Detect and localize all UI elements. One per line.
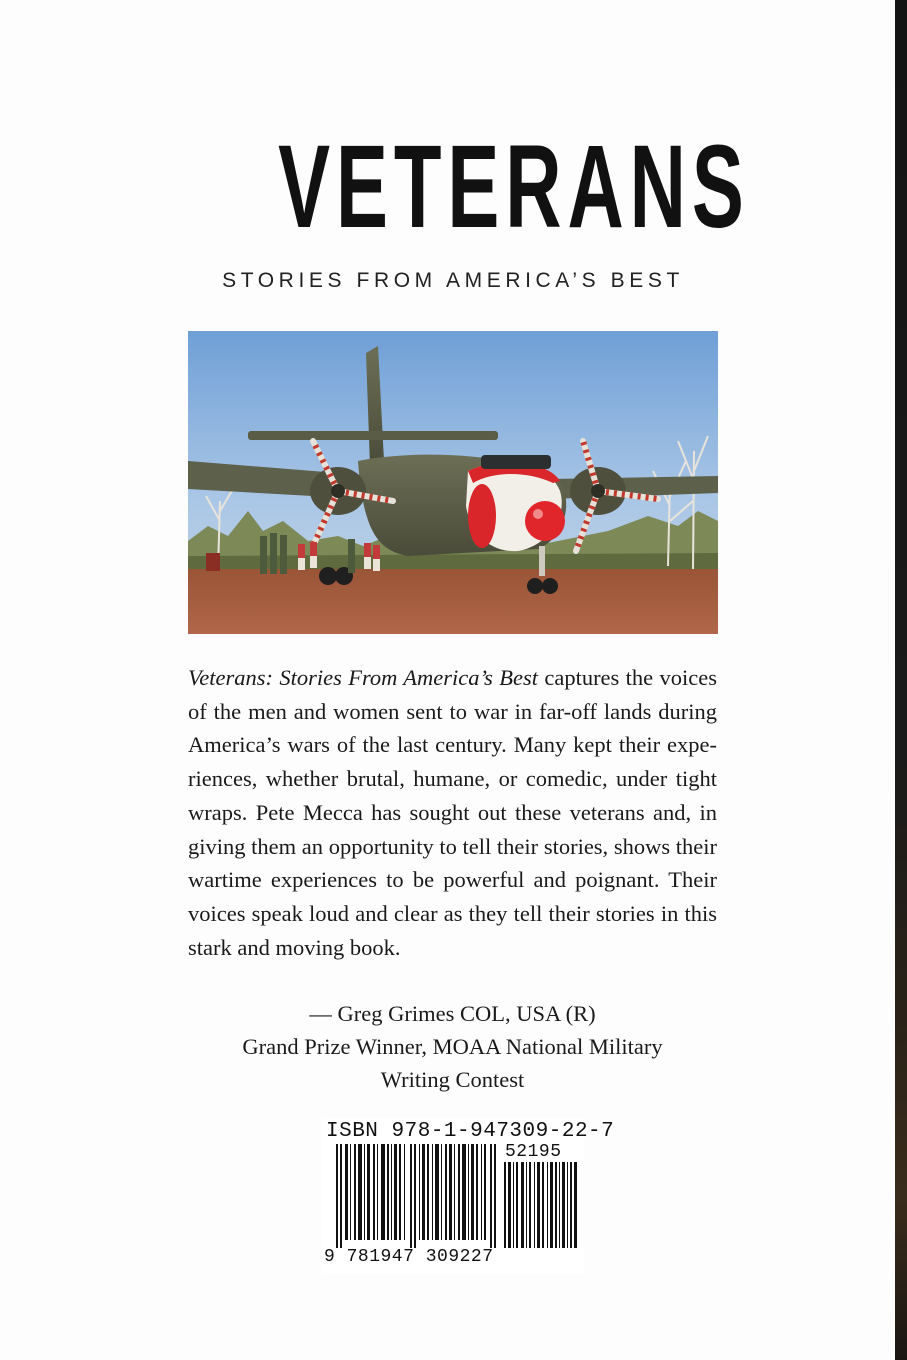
endorsement-attribution: [188, 997, 717, 1096]
isbn-label: ISBN 978-1-947309-22-7: [326, 1120, 615, 1143]
book-title: VETERANS: [278, 121, 750, 253]
endorser-name: — Greg Grimes COL, USA (R): [309, 1001, 596, 1026]
isbn-barcode: [322, 1118, 615, 1274]
cover-photo: [188, 331, 718, 634]
price-addon-bars: [504, 1162, 580, 1248]
ean-barcode-bars: [336, 1144, 496, 1248]
book-description-text: captures the voices of the men and women sent to war in far-off lands during America’s wars of the last century. Many kept their expe-riences, whether brutal, humane, or comedic, under tight wraps. Pete Mecca has sought out these veterans and, in giving them an opportunity to tell their stories, shows their wartime experiences to be powerful and poignant. Their voices speak loud and clear as they tell their stories in this stark and moving book.: [188, 665, 717, 960]
endorser-award-continued: Writing Contest: [380, 1067, 525, 1092]
spine-edge: [895, 0, 907, 1360]
book-title-reference: Veterans: Stories From America’s Best: [188, 665, 538, 690]
book-description: [188, 661, 717, 964]
price-code: 52195: [505, 1142, 562, 1162]
aircraft-photo-illustration: [188, 331, 718, 634]
endorser-award: Grand Prize Winner, MOAA National Military: [242, 1034, 663, 1059]
ean-digits: 9 781947 309227: [324, 1247, 494, 1267]
book-subtitle: STORIES FROM AMERICA’S BEST: [222, 269, 684, 292]
